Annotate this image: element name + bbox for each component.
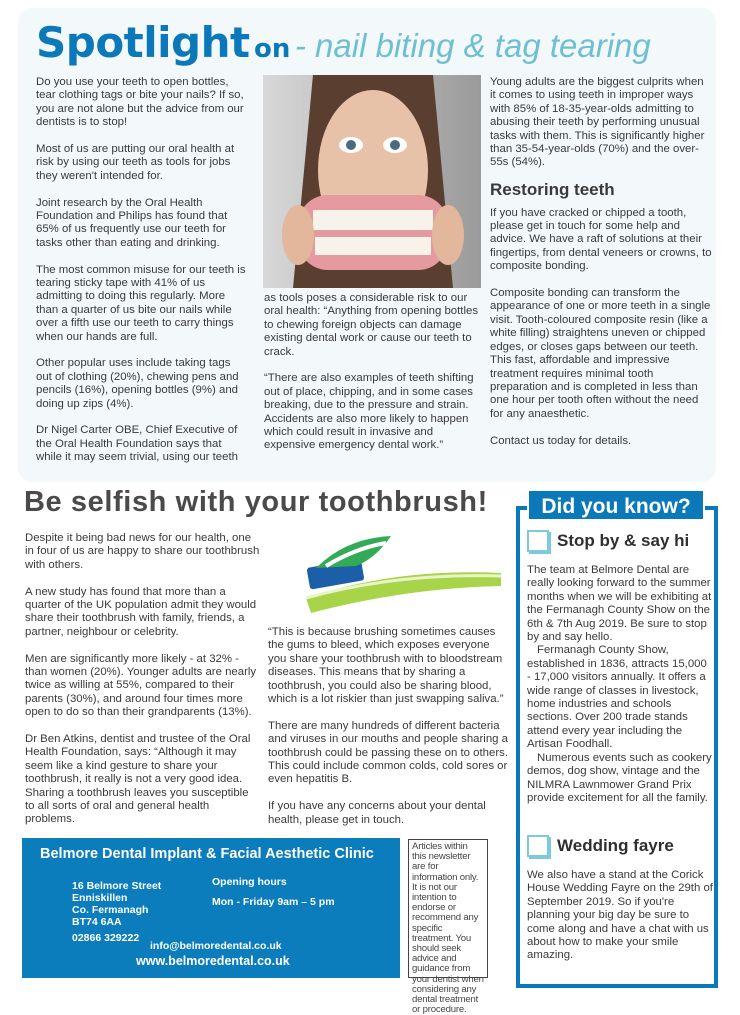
item-title: Wedding fayre (557, 836, 674, 855)
toothbrush-heading: Be selfish with your toothbrush! (24, 486, 488, 518)
address-line: 16 Belmore Street (72, 880, 162, 892)
paragraph: If you have any concerns about your dental health, please get in touch. (268, 800, 486, 826)
paragraph: “There are also examples of teeth shifting out of place, chipping, and in some cases breaking, due to the pressure and strain. Accidents are also more likely to happen which could result in invasive and expensive emergency dental work.” (264, 372, 474, 452)
paragraph: Do you use your teeth to open bottles, tear clothing tags or bite your nails? If so, you are not alone but the advice from our dentists is to stop! (36, 76, 244, 129)
paragraph: Most of us are putting our oral health at risk by using our teeth as tools for jobs they weren't intended for. (36, 143, 235, 182)
paragraph: Other popular uses include taking tags out of clothing (20%), chewing pens and pencils (16%), opening bottles (9%) and doing up zips (4%). (36, 357, 239, 410)
title-on: on (254, 34, 291, 64)
paragraph: Contact us today for details. (490, 434, 632, 447)
paragraph: Numerous events such as cookery demos, dog show, vintage and the NILMRA Lawnmower Grand Prix provide excitement for all the family. (527, 751, 712, 804)
phone: 02866 329222 (72, 932, 140, 944)
restoring-teeth-heading: Restoring teeth (490, 180, 615, 200)
address (72, 880, 161, 944)
did-you-know-item (527, 835, 713, 963)
paragraph: If you have cracked or chipped a tooth, please get in touch for some help and advice. We have a raft of solutions at their fingertips, from dental veneers or crowns, to composite bonding. (490, 206, 712, 273)
toothbrush-col1 (25, 532, 261, 840)
woman-dentures-photo (263, 75, 481, 288)
did-you-know-item (527, 530, 713, 805)
disclaimer: Articles within this newsletter are for information only. It is not our intention to endorse or recommend any specific treatment. You should seek advice and guidance from your dentist when considering any dental treatment or procedure. (408, 839, 488, 978)
did-you-know-heading: Did you know? (527, 489, 705, 521)
paragraph: Fermanagh County Show, established in 1836, attracts 15,000 - 17,000 visitors annually. It offers a wide range of classes in livestock, home industries and schools sections. Over 200 trade stands attend every year including the Artisan Foodhall. (527, 644, 707, 751)
toothbrush-col2 (268, 626, 508, 840)
checkbox-square-icon (527, 835, 549, 857)
checkbox-square-icon (527, 530, 549, 552)
paragraph: Despite it being bad news for our health, one in four of us are happy to share our toothbrush with others. (25, 532, 260, 571)
paragraph: Composite bonding can transform the appearance of one or more teeth in a single visit. Tooth-coloured composite resin (like a white filling) straightens uneven or chipped edges, or closes gaps between our teeth. This fast, affordable and impressive treatment requires minimal tooth preparation and is completed in less than one hour per tooth often without the need for any anaesthetic. (490, 287, 711, 420)
paragraph: Dr Nigel Carter OBE, Chief Executive of the Oral Health Foundation says that while it may seem trivial, using our teeth (36, 424, 238, 464)
clinic-footer (22, 838, 400, 978)
paragraph: “This is because brushing sometimes causes the gums to bleed, which exposes everyone you share your toothbrush with to bloodstream diseases. This means that by sharing a toothbrush, you could also be sharing blood, which is a lot riskier than just swapping saliva.” (268, 626, 504, 706)
hours-label: Opening hours (212, 876, 287, 888)
paragraph: There are many hundreds of different bacteria and viruses in our mouths and people sharing a toothbrush could be passing these on to others. This could include common colds, cold sores or even hepatitis B. (268, 719, 508, 786)
paragraph: Young adults are the biggest culprits when it comes to using teeth in improper ways with 85% of 18-35-year-olds admitting to abusing their teeth by performing unusual tasks with them. This is significantly higher than 35-54-year-olds (70%) and the over-55s (54%). (490, 76, 705, 169)
address-line: BT74 6AA (72, 916, 122, 928)
paragraph: as tools poses a considerable risk to our oral health: “Anything from opening bottles to chewing foreign objects can damage existing dental work or cause our teeth to crack. (264, 292, 479, 358)
title-sub: - nail biting & tag tearing (294, 27, 651, 64)
address-line: Enniskillen (72, 892, 128, 904)
paragraph: Joint research by the Oral Health Foundation and Philips has found that 65% of us frequently use our teeth for tasks other than eating and drinking. (36, 196, 228, 249)
paragraph: The team at Belmore Dental are really looking forward to the summer months when we will be exhibiting at the Fermanagh County Show on the 6th & 7th Aug 2019. Be sure to stop by and say hello. (527, 564, 712, 644)
paragraph: Men are significantly more likely - at 32% - than women (20%). Younger adults are nearly twice as willing at 55%, compared to their parents (30%), and around four times more open to do so than their grandparents (13%). (25, 652, 257, 719)
paragraph: We also have a stand at the Corick House Wedding Fayre on the 29th of September 2019. So if you're planning your big day be sure to come along and have a chat with us about how to make your smile amazing. (527, 869, 713, 962)
spotlight-col3 (490, 76, 712, 461)
website-link[interactable]: www.belmoredental.co.uk (136, 954, 290, 968)
paragraph: The most common misuse for our teeth is tearing sticky tape with 41% of us admitting to doing this regularly. More than a quarter of us bite our nails while over a fifth use our teeth to carry things when our hands are full. (36, 263, 246, 343)
title-main: Spotlight (36, 18, 250, 67)
spotlight-col2 (264, 292, 486, 466)
opening-hours: Mon - Friday 9am – 5 pm (212, 896, 335, 908)
paragraph: Dr Ben Atkins, dentist and trustee of the Oral Health Foundation, says: “Although it may seem like a kind gesture to share your toothbrush, it really is not a very good idea. Sharing a toothbrush leaves you susceptible to all sorts of oral and general health problems. (25, 733, 251, 826)
email-link[interactable]: info@belmoredental.co.uk (150, 940, 282, 952)
paragraph: A new study has found that more than a quarter of the UK population admit they would share their toothbrush with family, friends, a partner, neighbour or celebrity. (25, 585, 257, 638)
item-title: Stop by & say hi (557, 531, 690, 550)
toothbrush-image (296, 528, 506, 618)
address-line: Co. Fermanagh (72, 904, 149, 916)
spotlight-title (36, 18, 651, 67)
spotlight-col1 (36, 76, 248, 478)
clinic-name: Belmore Dental Implant & Facial Aesthetic Clinic (40, 846, 374, 862)
